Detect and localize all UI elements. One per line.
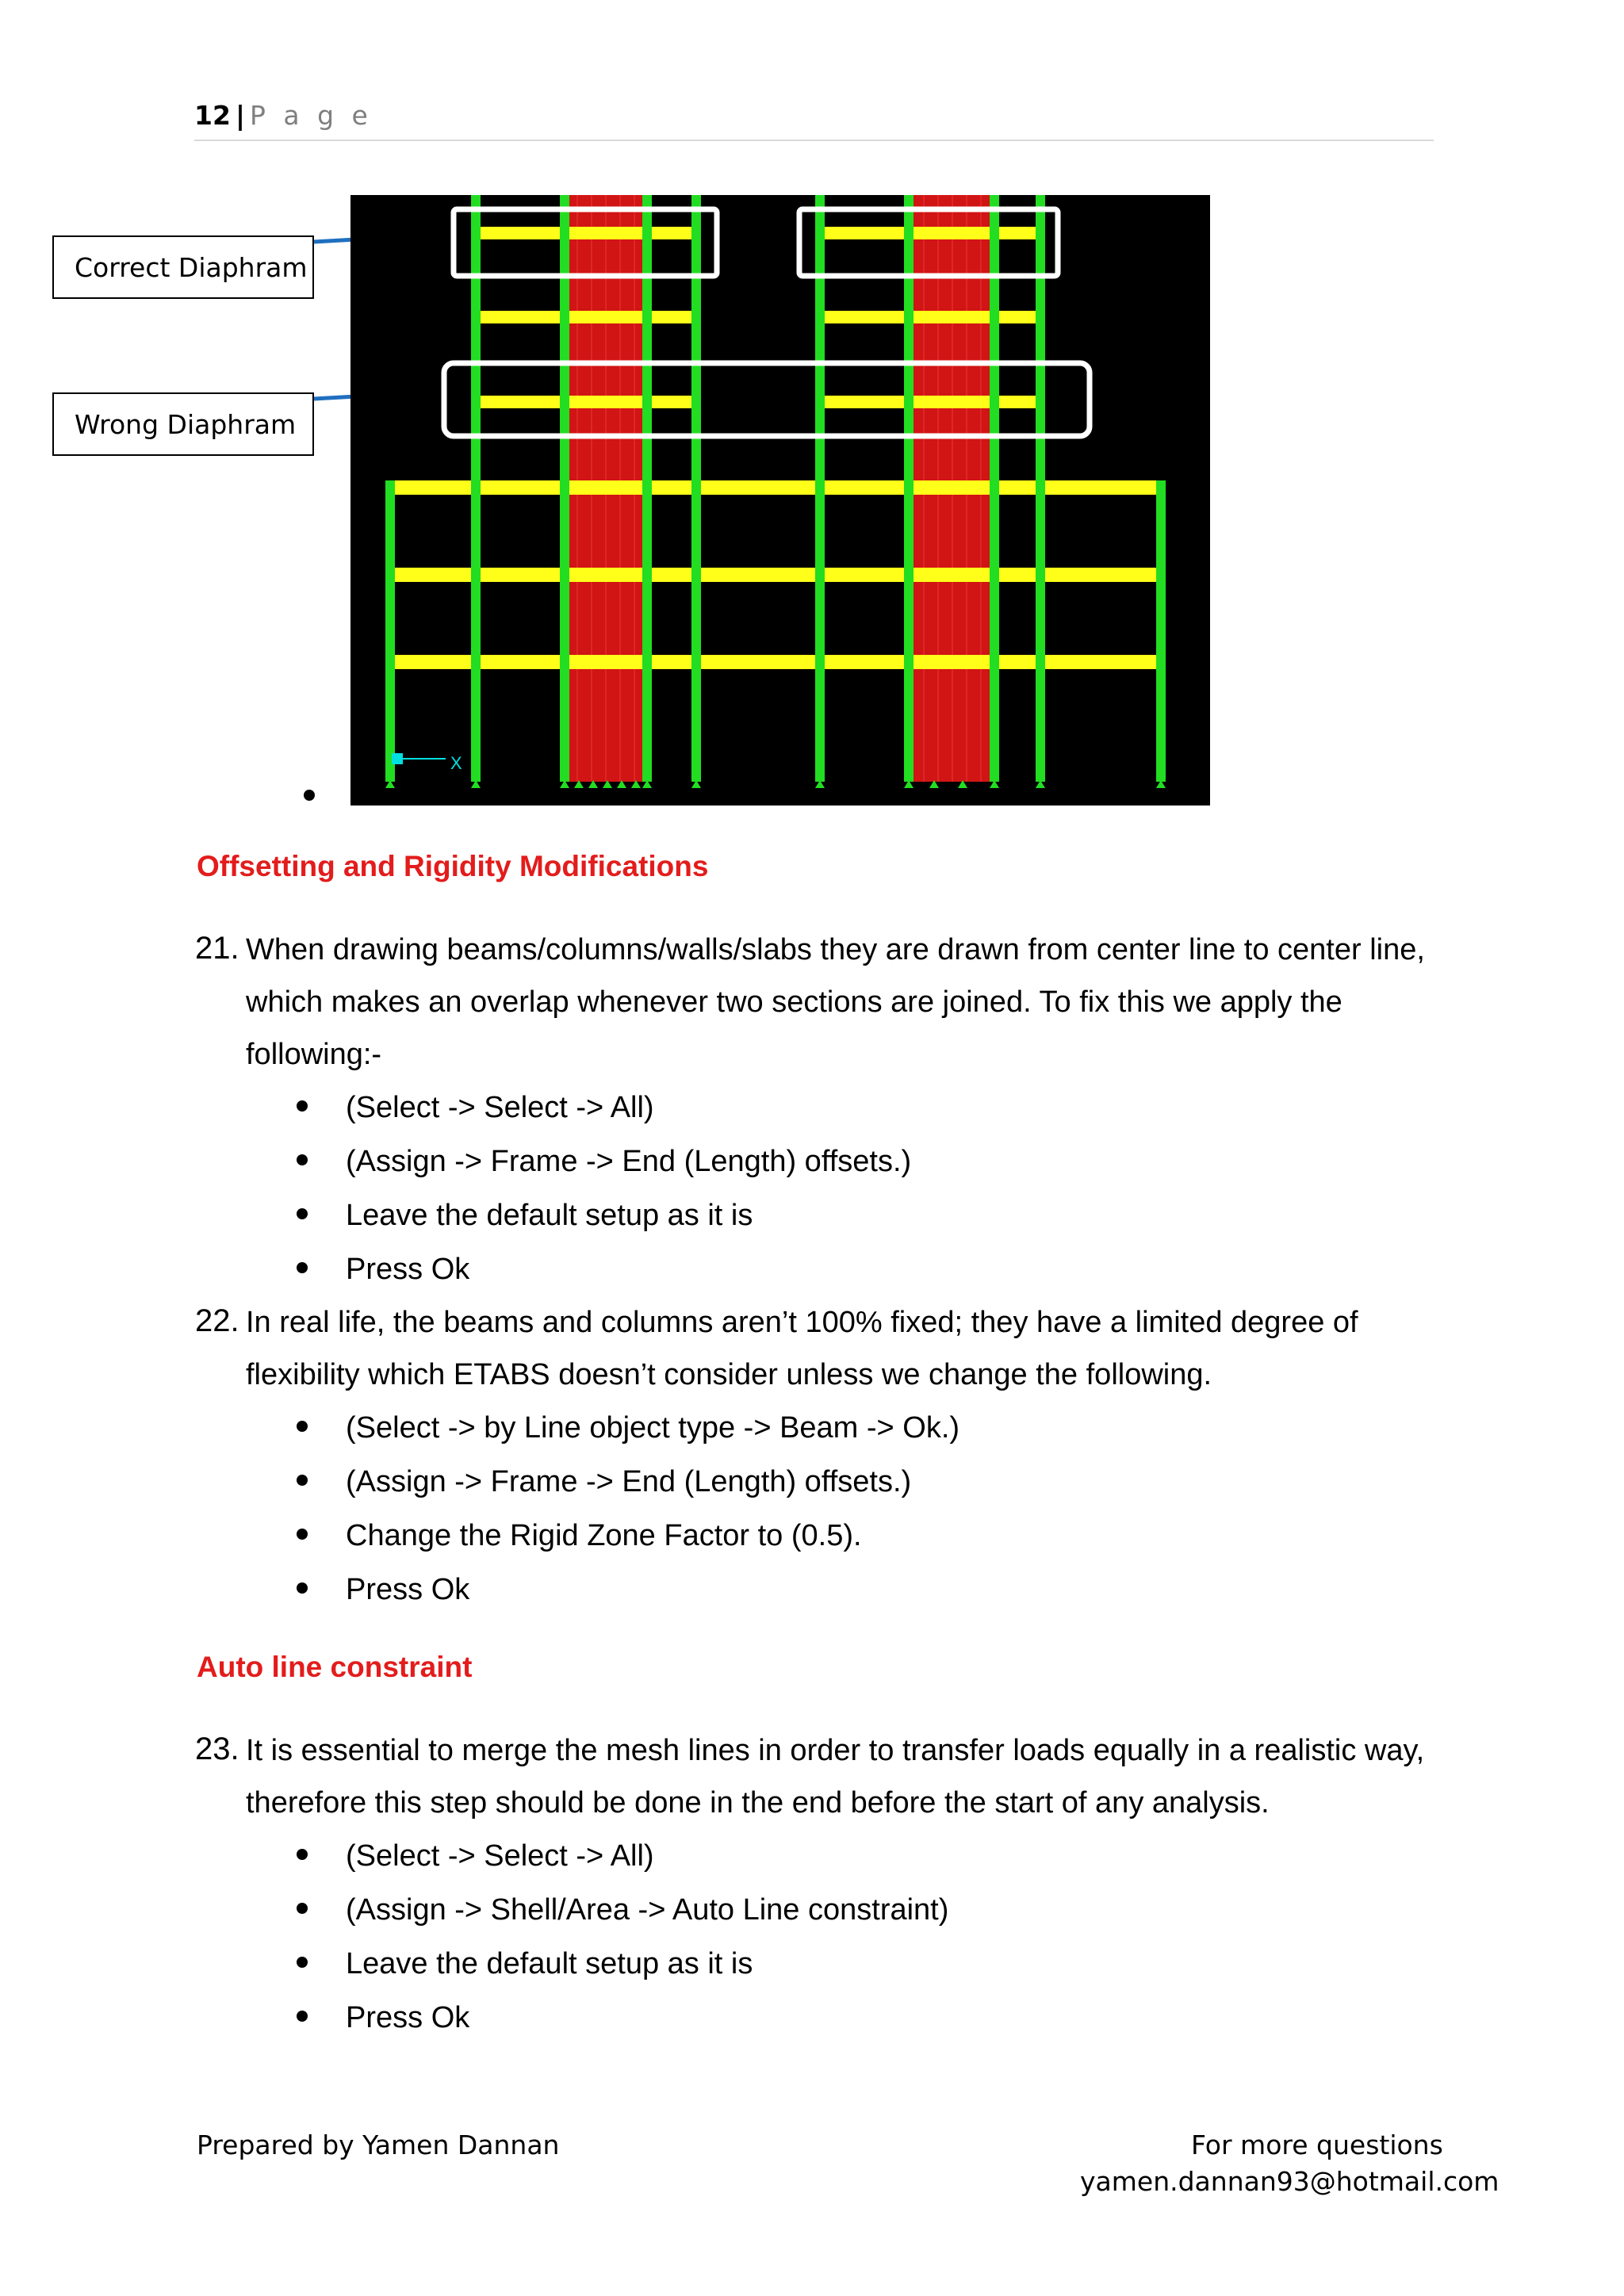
- step-22-bullet-3: Change the Rigid Zone Factor to (0.5).: [297, 1519, 862, 1553]
- step-21-line-2: which makes an overlap whenever two sections are joined. To fix this we apply the: [246, 985, 1342, 1019]
- step-21-line-1: When drawing beams/columns/walls/slabs they are drawn from center line to center line,: [246, 933, 1425, 966]
- step-21-line-3: following:-: [246, 1038, 382, 1071]
- step-23-number: 23.: [195, 1732, 239, 1766]
- step-21-number: 21.: [195, 931, 239, 966]
- step-21-bullet-3: Leave the default setup as it is: [297, 1199, 753, 1233]
- callout-wrong-diaphram: Wrong Diaphram: [52, 392, 314, 456]
- axis-label: X: [450, 753, 462, 773]
- footer-questions: For more questions: [1191, 2130, 1443, 2160]
- footer-email[interactable]: yamen.dannan93@hotmail.com: [1080, 2166, 1500, 2197]
- page-number: 12: [194, 100, 231, 131]
- page-label: P a g e: [250, 100, 373, 131]
- heading-offsetting: Offsetting and Rigidity Modifications: [197, 850, 709, 882]
- step-21-bullet-1: (Select -> Select -> All): [297, 1091, 654, 1125]
- step-23-bullet-2: (Assign -> Shell/Area -> Auto Line constraint): [297, 1893, 948, 1927]
- step-22-line-1: In real life, the beams and columns aren’t 100% fixed; they have a limited degree of: [246, 1306, 1358, 1339]
- heading-auto-line-constraint: Auto line constraint: [197, 1651, 473, 1683]
- step-23-line-1: It is essential to merge the mesh lines in order to transfer loads equally in a realistic way,: [246, 1734, 1425, 1767]
- footer-author: Prepared by Yamen Dannan: [197, 2130, 560, 2160]
- step-23-bullet-3: Leave the default setup as it is: [297, 1947, 753, 1981]
- etabs-elevation-figure: [350, 195, 1210, 806]
- step-23-line-2: therefore this step should be done in the end before the start of any analysis.: [246, 1786, 1270, 1820]
- step-23-bullet-1: (Select -> Select -> All): [297, 1839, 654, 1873]
- step-22-line-2: flexibility which ETABS doesn’t consider unless we change the following.: [246, 1358, 1212, 1391]
- figure-bullet: [304, 790, 315, 801]
- header-separator: |: [235, 100, 245, 131]
- callout-correct-diaphram: Correct Diaphram: [52, 235, 314, 299]
- step-23-bullet-4: Press Ok: [297, 2001, 469, 2035]
- step-22-number: 22.: [195, 1303, 239, 1338]
- step-21-bullet-2: (Assign -> Frame -> End (Length) offsets.): [297, 1145, 911, 1179]
- step-22-bullet-4: Press Ok: [297, 1573, 469, 1607]
- step-22-bullet-2: (Assign -> Frame -> End (Length) offsets.): [297, 1465, 911, 1499]
- step-21-bullet-4: Press Ok: [297, 1253, 469, 1287]
- step-22-bullet-1: (Select -> by Line object type -> Beam -> Ok.): [297, 1411, 959, 1445]
